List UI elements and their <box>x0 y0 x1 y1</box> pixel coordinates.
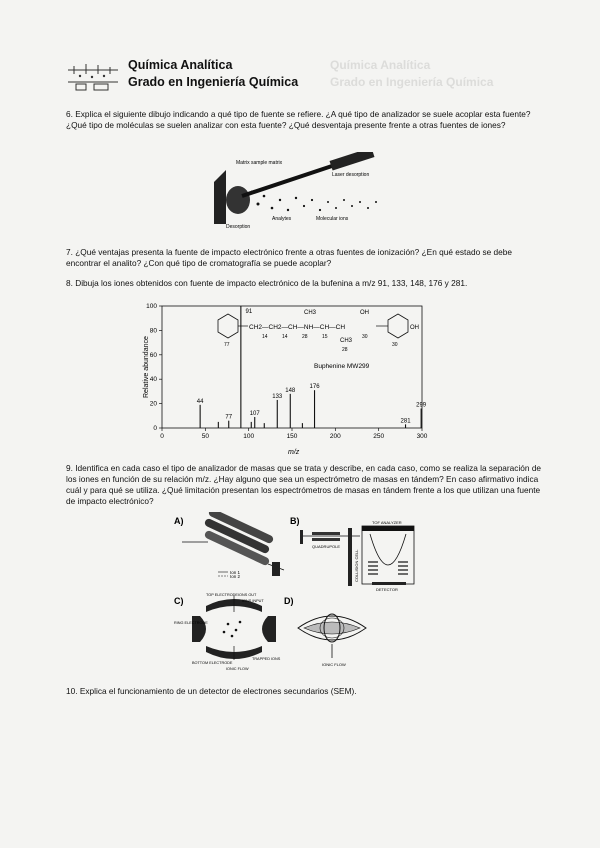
structure-num-15: 15 <box>322 334 328 340</box>
ion-source-figure <box>212 152 388 230</box>
maldi-label-laser: Laser desorption <box>332 172 370 178</box>
analyzer-b-tof-label: TOF ANALYZER <box>372 520 402 525</box>
bleed-through-title: Química Analítica <box>330 58 431 72</box>
analyzer-d-label: D) <box>284 596 294 606</box>
structure-oh-terminal: OH <box>410 325 419 331</box>
structure-oh-top: OH <box>360 310 369 316</box>
peak-label: 91 <box>245 309 253 315</box>
peak-label: 281 <box>400 418 411 425</box>
structure-ch3-bottom: CH3 <box>340 338 353 344</box>
mass-analyzers-figure <box>172 512 422 672</box>
analyzer-c-ring-electrode: RING ELECTRODE <box>174 621 208 625</box>
x-tick-label: 150 <box>286 433 298 440</box>
analyzer-c-ions-input: IONS INPUT <box>242 599 264 603</box>
analyzer-a-ion1: Ion 1 <box>230 570 241 575</box>
peak-label: 77 <box>225 414 233 421</box>
university-logo-icon <box>66 60 120 94</box>
peak-label: 133 <box>272 393 283 400</box>
analyzer-b-collision-label: COLLISION CELL <box>354 549 359 582</box>
peak-label: 176 <box>309 384 320 391</box>
maldi-label-desorption: Desorption <box>226 224 251 230</box>
course-title: Química Analítica <box>128 58 233 72</box>
analyzer-c-top-electrode: TOP ELECTRODE <box>206 593 238 597</box>
analyzer-c-ions-out: IONS OUT <box>238 593 257 597</box>
maldi-label-analytes: Analytes <box>272 216 292 222</box>
analyzer-c-label: C) <box>174 596 184 606</box>
y-tick-label: 60 <box>149 351 157 359</box>
degree-title: Grado en Ingeniería Química <box>128 75 299 89</box>
question-7: 7. ¿Qué ventajas presenta la fuente de impacto electrónico frente a otras fuentes de ionización? ¿En qué estado se debe encontrar el analito? ¿Con qué tipo de cromatografía se puede acoplar? <box>66 247 513 268</box>
page-header <box>66 58 546 98</box>
analyzer-b-qtof-drawing <box>300 520 414 592</box>
analyzer-c-iontrap-drawing <box>174 593 281 671</box>
maldi-label-matrix: Matrix sample matrix <box>236 160 283 166</box>
question-6: 6. Explica el siguiente dibujo indicando a qué tipo de fuente se refiere. ¿A qué tipo de analizador se suele acoplar esta fuente? ¿Qué tipo de moléculas se suelen analizar con esta fuente? ¿Qué desventaja presente frente a otras fuentes de iones? <box>66 109 531 130</box>
structure-num-30a: 30 <box>362 334 368 340</box>
peak-label: 299 <box>416 402 427 409</box>
analyzer-c-bottom-electrode: BOTTOM ELECTRODE <box>192 661 233 665</box>
analyzer-a-ion2: Ion 2 <box>230 574 241 579</box>
analyzer-c-ionic-flow: IONIC FLOW <box>226 667 249 671</box>
y-tick-label: 20 <box>149 400 157 408</box>
bleed-through-subtitle: Grado en Ingeniería Química <box>330 75 494 89</box>
structure-num-14b: 14 <box>282 334 288 340</box>
maldi-label-molecular-ions: Molecular ions <box>316 216 349 222</box>
peak-label: 44 <box>196 398 204 405</box>
x-axis-label: m/z <box>288 449 300 456</box>
question-10: 10. Explica el funcionamiento de un detector de electrones secundarios (SEM). <box>66 686 357 696</box>
mass-spectrum-chart <box>136 298 436 456</box>
analyzer-a-label: A) <box>174 516 184 526</box>
analyzer-b-label: B) <box>290 516 300 526</box>
analyzer-b-quad-label: QUADRUPOLE <box>312 544 341 549</box>
spectrum-title: Buphenine MW299 <box>314 363 370 370</box>
analyzer-b-detector-label: DETECTOR <box>376 587 398 592</box>
y-tick-label: 80 <box>149 327 157 335</box>
analyzer-d-orbitrap-drawing <box>298 614 366 667</box>
y-tick-label: 40 <box>149 376 157 384</box>
structure-num-28: 28 <box>302 334 308 340</box>
x-tick-label: 200 <box>329 433 341 440</box>
structure-chain: CH2—CH2—CH—NH—CH—CH <box>249 324 346 331</box>
x-tick-label: 100 <box>243 433 255 440</box>
x-tick-label: 300 <box>416 433 428 440</box>
y-tick-label: 100 <box>146 303 157 310</box>
structure-num-77: 77 <box>224 342 230 348</box>
x-tick-label: 250 <box>373 433 385 440</box>
analyzer-d-ionic-flow: IONIC FLOW <box>322 662 346 667</box>
structure-num-28b: 28 <box>342 347 348 353</box>
peak-label: 107 <box>249 411 260 418</box>
analyzer-a-quadrupole-drawing <box>182 512 284 579</box>
buphenine-structure <box>218 310 419 353</box>
x-tick-label: 50 <box>201 433 209 440</box>
question-8: 8. Dibuja los iones obtenidos con fuente de impacto electrónico de la bufenina a m/z 91, 133, 148, 176 y 281. <box>66 278 468 288</box>
structure-num-30b: 30 <box>392 342 398 348</box>
structure-ch3-top: CH3 <box>304 310 317 316</box>
question-9: 9. Identifica en cada caso el tipo de analizador de masas que se trata y describe, en cada caso, como se realiza la separación de los iones en función de su relación m/z. ¿Hay alguno que sea un espectrómetro de masas en tándem? En caso afirmativo indica cuál y para qué se utiliza. ¿Qué limitación presentan los espectrómetros de masas en tándem frente a los que utilizan una fuente de impacto electrónico? <box>66 463 542 506</box>
peak-label: 148 <box>285 387 296 394</box>
analyzer-c-trapped-ions: TRAPPED IONS <box>252 657 281 661</box>
structure-num-14a: 14 <box>262 334 268 340</box>
y-tick-label: 0 <box>153 425 157 432</box>
y-axis-label: Relative abundance <box>143 336 150 398</box>
x-tick-label: 0 <box>160 433 164 440</box>
